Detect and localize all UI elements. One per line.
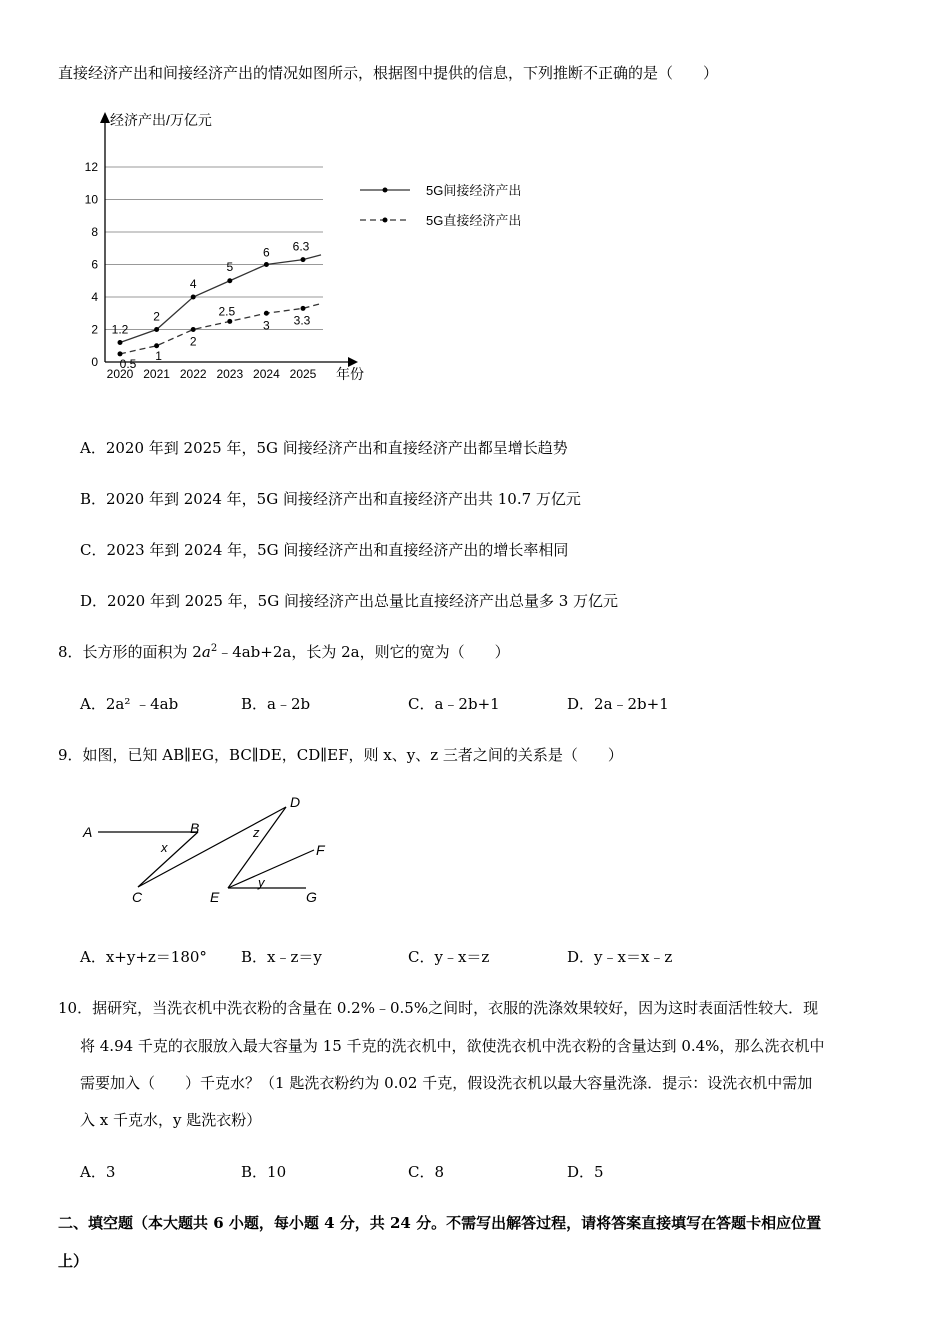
q10-line-1: 10．据研究，当洗衣机中洗衣粉的含量在 0.2%﹣0.5%之间时，衣服的洗涤效果较好，因为这时表面活性较大．现 — [58, 999, 819, 1017]
data-point — [227, 278, 232, 283]
q7-option-c: C．2023 年到 2024 年，5G 间接经济产出和直接经济产出的增长率相同 — [80, 541, 569, 559]
q7-option-b: B．2020 年到 2024 年，5G 间接经济产出和直接经济产出共 10.7 万亿元 — [80, 490, 581, 508]
label-b: B — [190, 820, 200, 836]
label-f: F — [316, 842, 325, 858]
data-label: 1.2 — [111, 322, 129, 337]
section2-heading-cont: 上） — [58, 1252, 89, 1270]
q7-stem: 直接经济产出和间接经济产出的情况如图所示，根据图中提供的信息，下列推断不正确的是（ ） — [58, 64, 719, 82]
x-tick-label: 2024 — [253, 367, 280, 381]
q10-option-c: C．8 — [408, 1163, 445, 1181]
x-tick-label: 2022 — [179, 367, 207, 381]
data-label: 6.3 — [292, 239, 310, 254]
label-d: D — [290, 794, 301, 810]
data-label: 4 — [189, 277, 197, 291]
q8-option-a: A．2a² ﹣4ab — [80, 695, 179, 713]
x-tick-label: 2025 — [289, 367, 317, 381]
data-point — [264, 262, 269, 267]
q7-option-d: D．2020 年到 2025 年，5G 间接经济产出总量比直接经济产出总量多 3 万亿元 — [80, 592, 619, 610]
section2-heading: 二、填空题（本大题共 6 小题，每小题 4 分，共 24 分。不需写出解答过程，请将答案直接填写在答题卡相应位置 — [58, 1214, 822, 1232]
data-point — [154, 343, 159, 348]
y-tick-label: 8 — [91, 225, 98, 239]
data-label: 5 — [226, 259, 234, 274]
legend-marker — [383, 188, 388, 193]
q10-option-a: A．3 — [80, 1163, 116, 1181]
q9-option-d: D．y﹣x＝x﹣z — [567, 948, 673, 966]
x-tick-label: 2020 — [106, 367, 134, 381]
y-tick-label: 12 — [84, 160, 98, 174]
legend-marker — [383, 218, 388, 223]
y-axis-title: 经济产出/万亿元 — [110, 112, 212, 128]
data-point — [301, 306, 306, 311]
data-point — [227, 319, 232, 324]
legend-label: 5G间接经济产出 — [426, 183, 522, 198]
angle-x-label: x — [161, 840, 168, 855]
q10-option-b: B．10 — [241, 1163, 287, 1181]
y-tick-label: 4 — [91, 290, 98, 304]
y-tick-label: 6 — [91, 257, 98, 272]
y-axis-arrow — [100, 112, 110, 123]
label-a: A — [83, 824, 93, 840]
line-chart — [70, 105, 550, 395]
q9-option-b: B．x﹣z＝y — [241, 948, 322, 966]
q9-option-c: C．y﹣x＝z — [408, 948, 490, 966]
data-label: 6 — [263, 245, 270, 260]
q8-option-d: D．2a﹣2b+1 — [567, 695, 669, 713]
data-label: 2 — [189, 334, 197, 349]
y-tick-label: 10 — [84, 192, 98, 207]
q8-option-c: C．a﹣2b+1 — [408, 695, 500, 713]
legend-label: 5G直接经济产出 — [426, 213, 522, 228]
data-label: 0.5 — [119, 356, 137, 371]
data-label: 2 — [153, 309, 160, 324]
data-label: 2.5 — [218, 304, 236, 319]
q10-line-4: 入 x 千克水，y 匙洗衣粉） — [80, 1111, 262, 1129]
data-point — [118, 340, 123, 345]
data-label: 3.3 — [293, 313, 311, 328]
q8-stem: 8．长方形的面积为 $2a^2﹣4ab+2a$，长为 2a，则它的宽为（ ） — [58, 643, 510, 661]
data-point — [301, 257, 306, 262]
data-label: 3 — [263, 318, 270, 333]
label-g: G — [306, 889, 317, 905]
data-point — [264, 311, 269, 316]
geometry-figure — [80, 790, 340, 910]
q9-stem: 9．如图，已知 AB∥EG，BC∥DE，CD∥EF，则 x、y、z 三者之间的关系是（ ） — [58, 746, 623, 764]
data-label: 1 — [155, 348, 162, 363]
x-tick-label: 2023 — [216, 367, 244, 381]
segment-de — [228, 807, 286, 888]
y-tick-label: 0 — [91, 355, 98, 369]
data-point — [154, 327, 159, 332]
data-point — [118, 351, 123, 356]
q10-option-d: D．5 — [567, 1163, 604, 1181]
q7-option-a: A．2020 年到 2025 年，5G 间接经济产出和直接经济产出都呈增长趋势 — [80, 439, 568, 457]
data-point — [191, 295, 196, 300]
angle-z-label: z — [253, 825, 260, 840]
x-tick-label: 2021 — [143, 367, 170, 381]
q10-line-3: 需要加入（ ）千克水？（1 匙洗衣粉约为 0.02 千克，假设洗衣机以最大容量洗涤．提示：设洗衣机中需加 — [80, 1074, 813, 1092]
angle-y-label: y — [258, 875, 265, 890]
q10-line-2: 将 4.94 千克的衣服放入最大容量为 15 千克的洗衣机中，欲使洗衣机中洗衣粉的含量达到 0.4%，那么洗衣机中 — [80, 1037, 825, 1055]
x-axis-title: 年份 — [336, 366, 364, 382]
q8-option-b: B．a﹣2b — [241, 695, 311, 713]
label-e: E — [210, 889, 220, 905]
data-point — [191, 327, 196, 332]
q9-option-a: A．x+y+z＝180° — [80, 948, 207, 966]
y-tick-label: 2 — [91, 322, 98, 337]
label-c: C — [132, 889, 143, 905]
